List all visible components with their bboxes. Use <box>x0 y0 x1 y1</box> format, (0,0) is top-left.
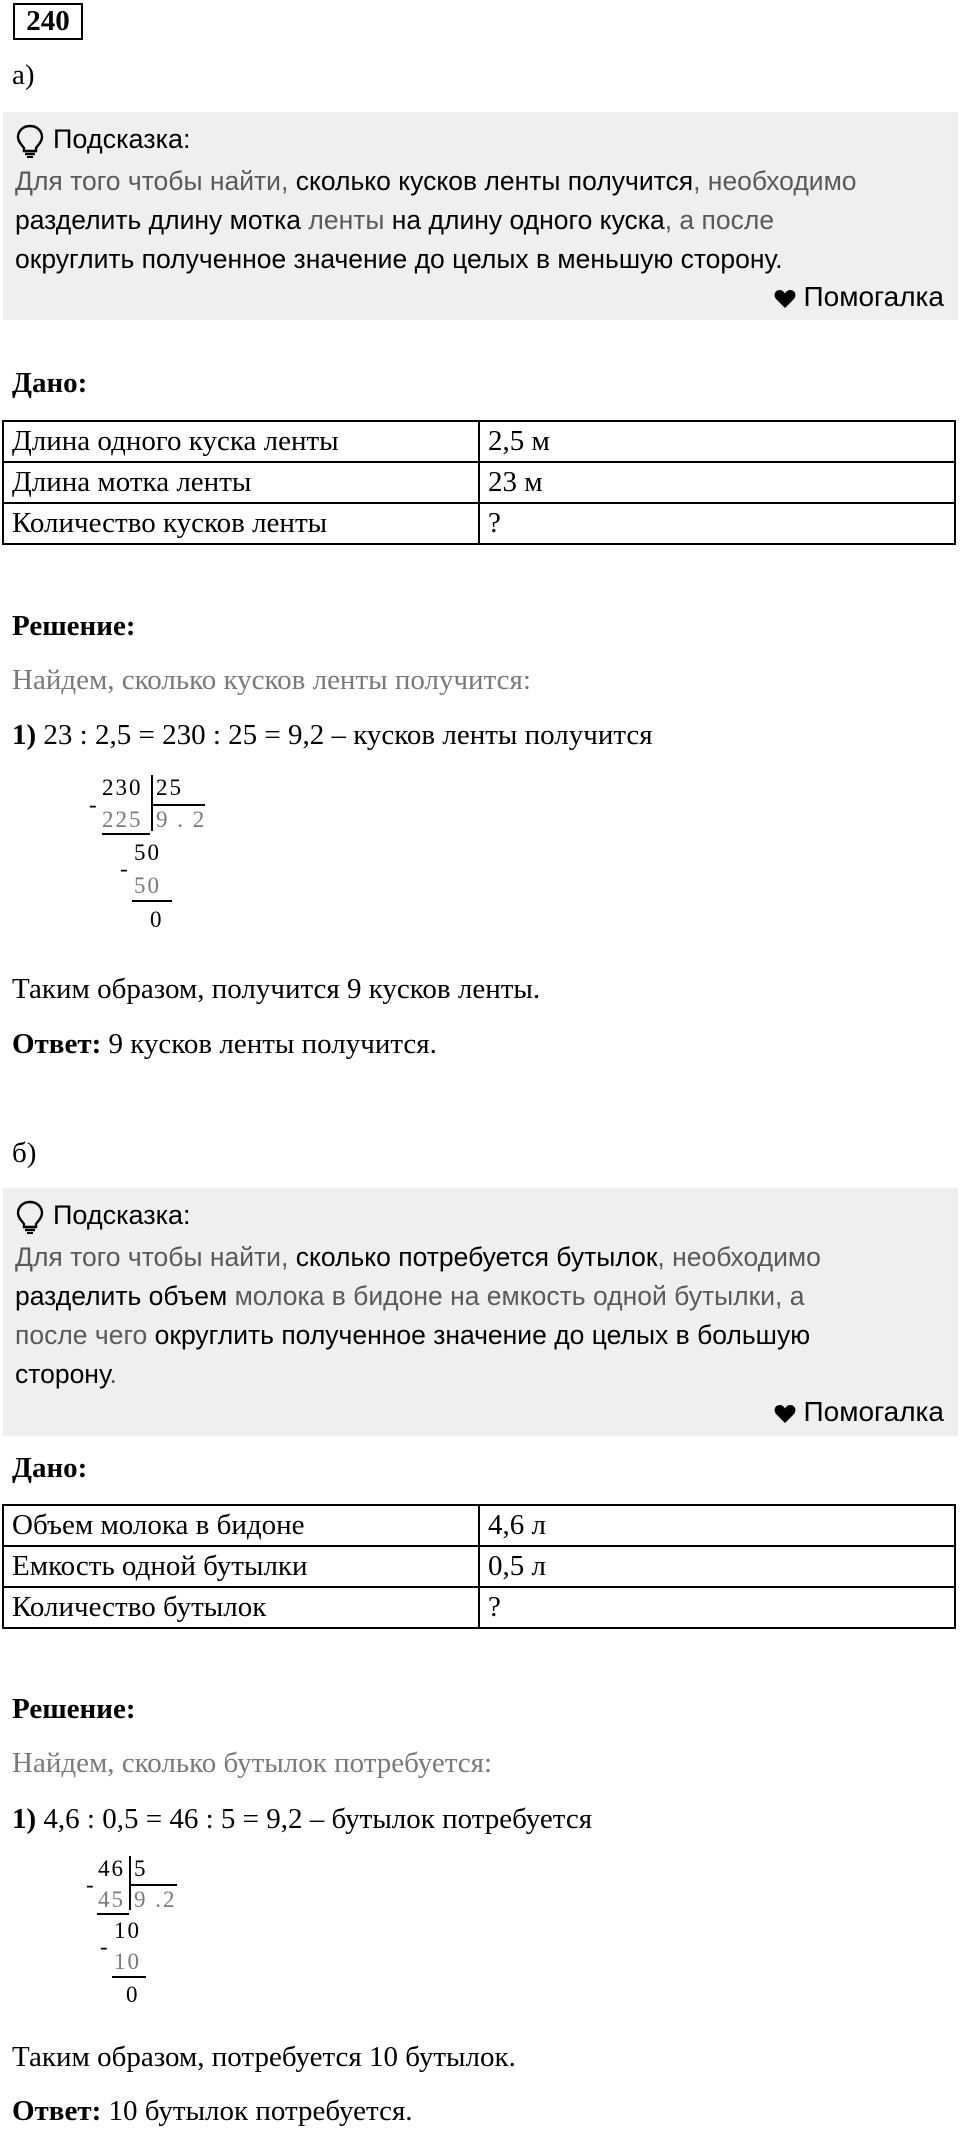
lightbulb-icon <box>15 124 45 158</box>
pomogalka-link[interactable]: Помогалка <box>774 1395 944 1429</box>
division-bracket <box>151 775 153 831</box>
part-a-label: а) <box>12 59 35 91</box>
lightbulb-icon <box>15 1200 45 1234</box>
divisor-underline <box>153 804 205 806</box>
given-table <box>2 1504 956 1629</box>
table-cell: ? <box>479 1587 955 1628</box>
part-b-label: б) <box>12 1137 37 1169</box>
table-cell: 4,6 л <box>479 1505 955 1546</box>
task-number: 240 <box>13 3 83 40</box>
table-cell: Длина мотка ленты <box>3 462 479 503</box>
subtraction-line <box>132 900 172 902</box>
table-row <box>3 462 955 503</box>
divisor-underline <box>131 1884 177 1886</box>
table-row <box>3 1505 955 1546</box>
table-cell: Количество бутылок <box>3 1587 479 1628</box>
minus-sign: - <box>89 792 99 817</box>
hint-text: Для того чтобы найти, сколько кусков ленты получится, необходимо разделить длину мотка ленты на длину одного куска, а после округлить полученное значение до целых в меньшую сторону. <box>15 166 857 274</box>
divisor: 25 <box>156 775 183 800</box>
solution-step: 1) 4,6 : 0,5 = 46 : 5 = 9,2 – бутылок потребуется <box>12 1803 593 1835</box>
table-cell: 23 м <box>479 462 955 503</box>
table-cell: Количество кусков ленты <box>3 503 479 544</box>
dividend: 46 <box>98 1856 125 1881</box>
divisor: 5 <box>134 1856 148 1881</box>
subtraction-line <box>102 833 150 835</box>
remainder: 0 <box>126 1982 140 2007</box>
table-cell: Емкость одной бутылки <box>3 1546 479 1587</box>
table-cell: Длина одного куска ленты <box>3 421 479 462</box>
quotient: 9 . 2 <box>156 807 207 832</box>
table-cell: Объем молока в бидоне <box>3 1505 479 1546</box>
solution-intro: Найдем, сколько кусков ленты получится: <box>12 664 531 696</box>
subtrahend: 10 <box>114 1949 141 1974</box>
given-title: Дано: <box>12 367 88 399</box>
pomogalka-link[interactable]: Помогалка <box>774 280 944 314</box>
minus-sign: - <box>120 856 130 881</box>
solution-step: 1) 23 : 2,5 = 230 : 25 = 9,2 – кусков ленты получится <box>12 719 653 751</box>
subtrahend: 50 <box>134 873 161 898</box>
conclusion: Таким образом, потребуется 10 бутылок. <box>12 2041 516 2073</box>
table-cell: 0,5 л <box>479 1546 955 1587</box>
heart-icon <box>774 1404 796 1424</box>
table-row <box>3 1546 955 1587</box>
hint-text: Для того чтобы найти, сколько потребуется бутылок, необходимо разделить объем молока в бидоне на емкость одной бутылки, а после чего округлить полученное значение до целых в большую сторону. <box>15 1242 821 1389</box>
hint-box-a <box>3 112 958 320</box>
subtrahend: 225 <box>102 807 143 832</box>
answer: Ответ: 9 кусков ленты получится. <box>12 1028 437 1060</box>
remainder: 50 <box>134 840 161 865</box>
long-division <box>84 1854 194 2014</box>
subtraction-line <box>97 1913 129 1915</box>
table-cell: 2,5 м <box>479 421 955 462</box>
dividend: 230 <box>102 775 143 800</box>
remainder: 0 <box>150 907 164 932</box>
conclusion: Таким образом, получится 9 кусков ленты. <box>12 973 541 1005</box>
solution-title: Решение: <box>12 1693 136 1725</box>
subtraction-line <box>112 1976 146 1978</box>
division-bracket <box>129 1856 131 1910</box>
minus-sign: - <box>100 1934 110 1959</box>
subtrahend: 45 <box>98 1887 125 1912</box>
solution-intro: Найдем, сколько бутылок потребуется: <box>12 1747 493 1779</box>
answer: Ответ: 10 бутылок потребуется. <box>12 2095 413 2127</box>
table-row <box>3 1587 955 1628</box>
quotient: 9 .2 <box>134 1887 177 1912</box>
given-table <box>2 420 956 545</box>
solution-title: Решение: <box>12 610 136 642</box>
long-division <box>84 770 214 940</box>
hint-box-b <box>3 1188 958 1436</box>
hint-title: Подсказка: <box>53 124 191 154</box>
table-row <box>3 503 955 544</box>
heart-icon <box>774 289 796 309</box>
table-cell: ? <box>479 503 955 544</box>
remainder: 10 <box>114 1918 141 1943</box>
table-row <box>3 421 955 462</box>
hint-title: Подсказка: <box>53 1200 191 1230</box>
given-title: Дано: <box>12 1452 88 1484</box>
minus-sign: - <box>86 1872 96 1897</box>
